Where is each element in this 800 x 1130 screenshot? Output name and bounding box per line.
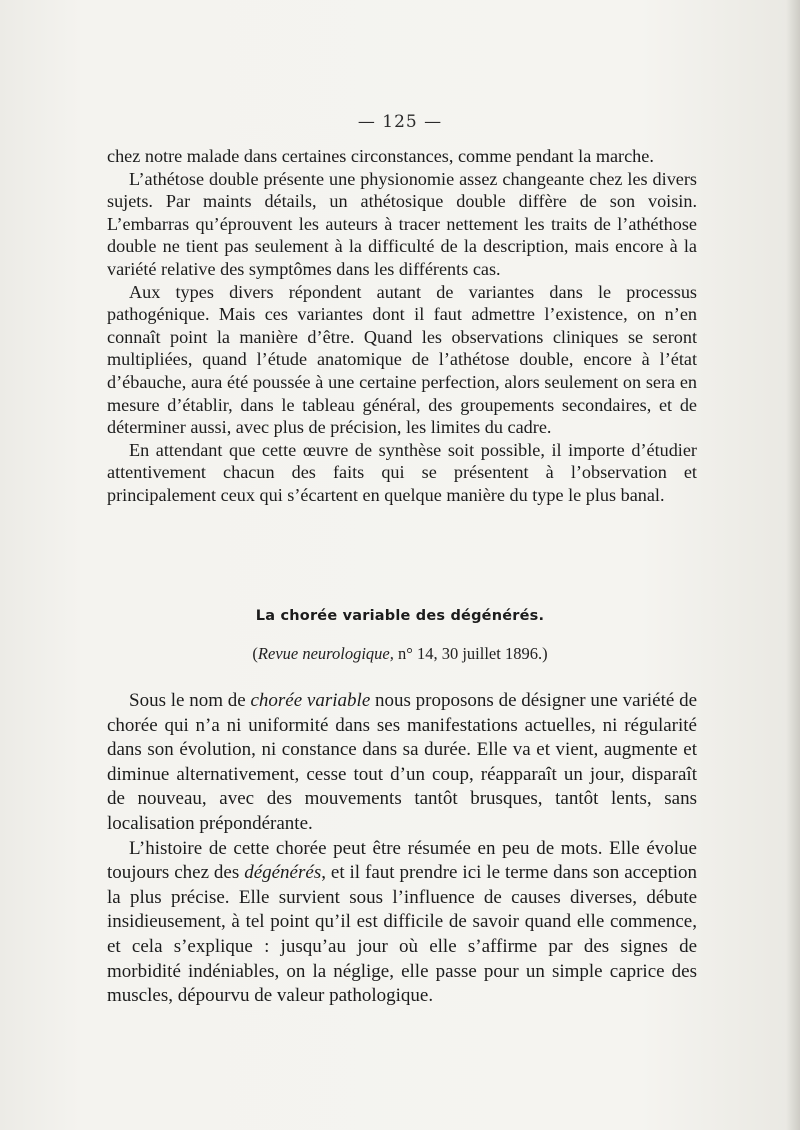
text-section-choree xyxy=(107,689,697,1009)
page-edge-shadow xyxy=(786,0,800,1130)
text-run: Sous le nom de xyxy=(129,690,251,711)
paragraph: Aux types divers répondent autant de variantes dans le processus pathogénique. Mais ces variantes dont il faut admettre l’existence, on n’en connaît point la manière d’être. Quand les observations cliniques se seront multipliées, quand l’étude anatomique de l’athétose double, encore à l’état d’ébauche, aura été poussée à une certaine perfection, alors seulement on sera en mesure d’établir, dans le tableau général, des groupements secondaires, et de déterminer aussi, avec plus de précision, les limites du cadre. xyxy=(107,281,697,438)
italic-term: dégénérés xyxy=(244,862,322,884)
text-run: nous proposons de désigner une variété de chorée qui n’a ni uniformité dans ses manifestations actuelles, ni régularité dans son évolution, ni constance dans sa durée. Elle va et vient, augmente et diminue alternativement, cesse tout d’un coup, réapparaît un jour, disparaît de nouveau, avec des mouvements tantôt brusques, tantôt lents, sans localisation prépondérante. xyxy=(107,690,697,834)
paragraph: L’athétose double présente une physionomie assez changeante chez les divers sujets. Par maints détails, un athétosique double diffère de son voisin. L’embarras qu’éprouvent les auteurs à tracer nettement les traits de l’athéthose double ne tient pas seulement à la difficulté de la description, mais encore à la variété relative des symptômes dans les différents cas. xyxy=(107,168,697,279)
italic-term: chorée variable xyxy=(250,690,371,711)
citation-rest: n° 14, 30 juillet 1896.) xyxy=(393,644,548,663)
text-section-athetose xyxy=(107,145,697,507)
citation-open: ( xyxy=(252,644,258,663)
paragraph: chez notre malade dans certaines circonstances, comme pendant la marche. xyxy=(107,146,654,166)
page-number: — 125 — xyxy=(357,112,443,132)
paragraph xyxy=(107,837,697,1009)
paragraph: En attendant que cette œuvre de synthèse soit possible, il importe d’étudier attentivement chacun des faits qui se présentent à l’observation et principalement ceux qui s’écartent en quelque manière du type le plus banal. xyxy=(107,439,697,505)
text-run: L’histoire de cette chorée peut être résumée en peu de mots. Elle évolue toujours chez des xyxy=(107,837,697,884)
section-heading: La chorée variable des dégénérés. xyxy=(255,608,545,624)
paragraph xyxy=(107,689,697,837)
text-run: , et il faut prendre ici le terme dans son acception la plus précise. Elle survient sous l’influence de causes diverses, débute insidieusement, à tel point qu’il est difficile de savoir quand elle commence, et cela s’explique : jusqu’au jour où elle s’affirme par des signes de morbidité indéniables, on la néglige, elle passe pour un simple caprice des muscles, dépourvu de valeur pathologique. xyxy=(107,862,698,1007)
citation-journal: Revue neurologique, xyxy=(257,644,394,663)
citation xyxy=(0,644,800,664)
